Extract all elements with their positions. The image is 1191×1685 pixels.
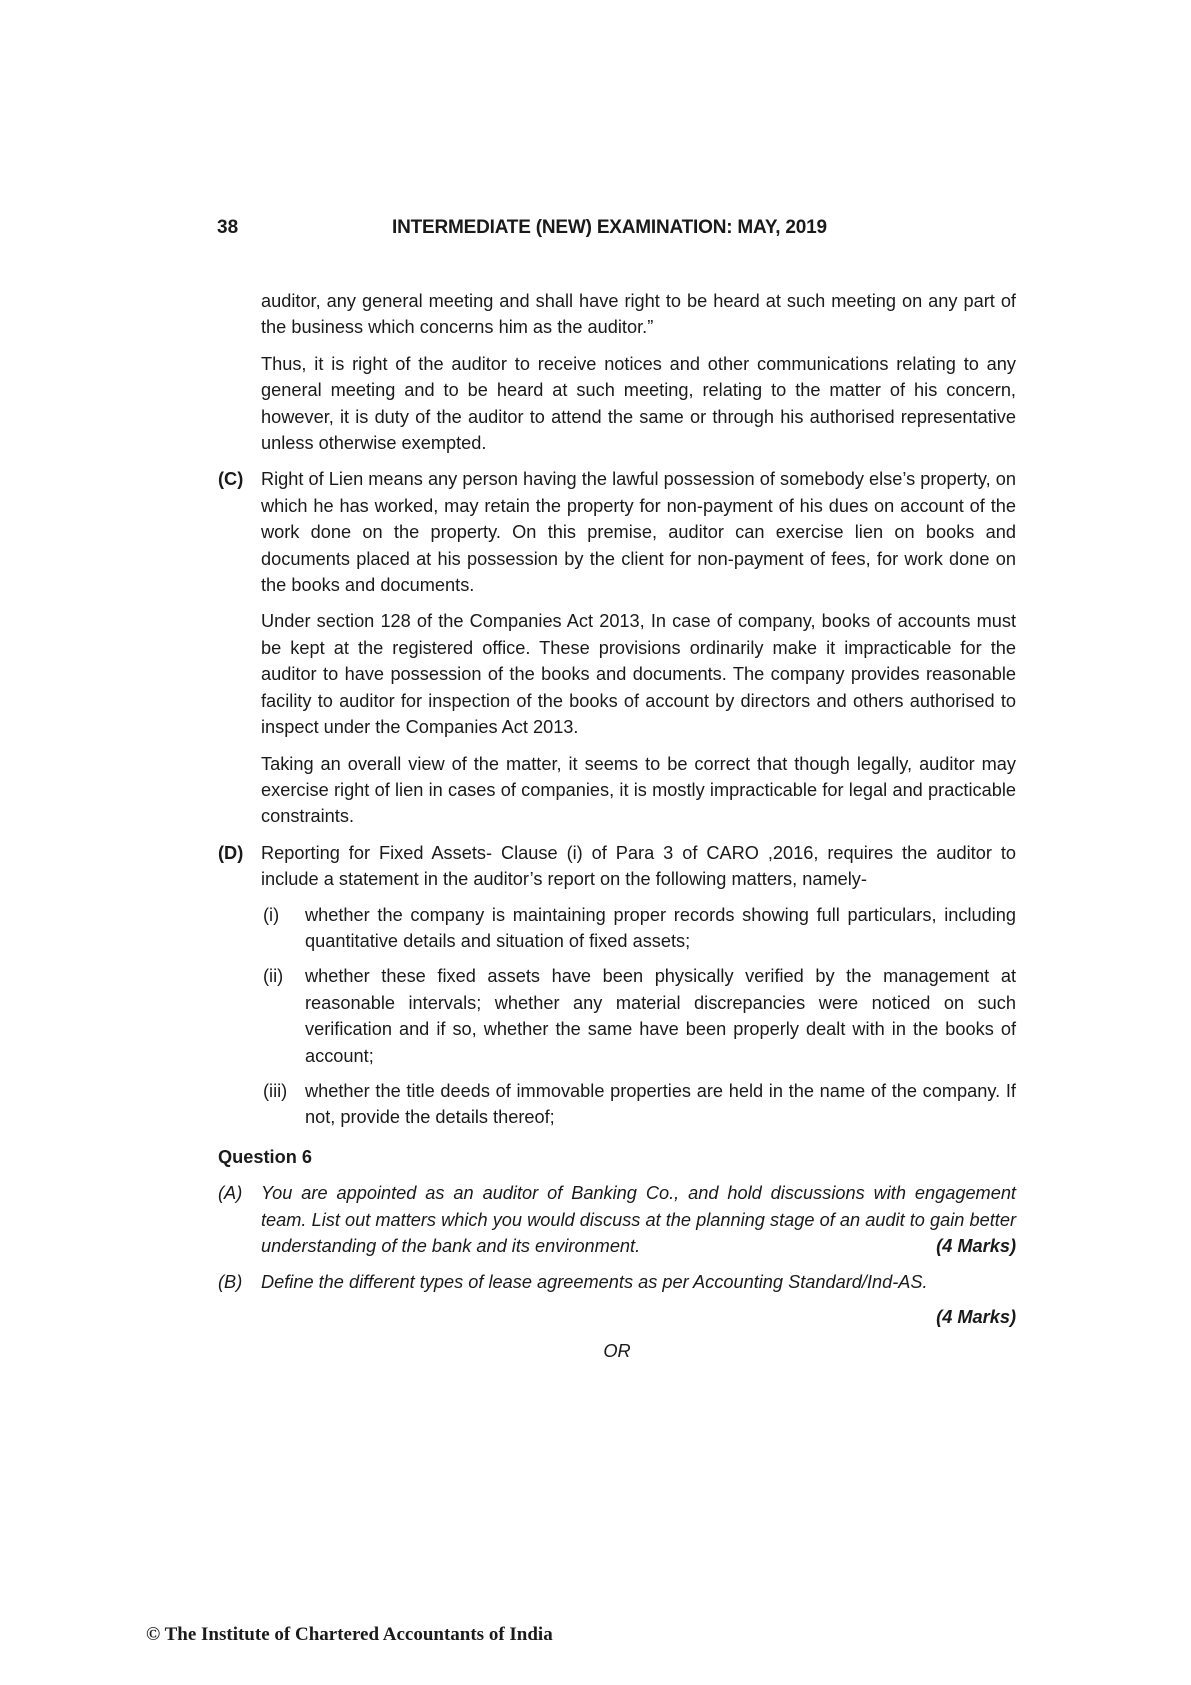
- section-d-intro: Reporting for Fixed Assets- Clause (i) of Para 3 of CARO ,2016, requires the auditor to include a statement in the auditor’s report on the following matters, namely-: [261, 842, 1016, 890]
- or-separator: OR: [603, 1341, 631, 1362]
- section-d-item-i: [218, 902, 1016, 955]
- paragraph-continued: auditor, any general meeting and shall have right to be heard at such meeting on any part of the business which concerns him as the auditor.”: [261, 291, 1016, 338]
- question-6a-label: (A): [218, 1183, 243, 1204]
- question-6a-marks: (4 Marks): [936, 1236, 1016, 1256]
- page-header-title: INTERMEDIATE (NEW) EXAMINATION: MAY, 2019: [392, 217, 827, 238]
- document-body: [218, 288, 1016, 1365]
- copyright-footer: © The Institute of Chartered Accountants of India: [146, 1624, 553, 1645]
- question-6a: [218, 1180, 1016, 1259]
- question-6a-text: [261, 1180, 1016, 1259]
- question-6a-body: You are appointed as an auditor of Banking Co., and hold discussions with engagement team. List out matters which you would discuss at the planning stage of an audit to gain better understanding of the bank and its environment.: [261, 1183, 1016, 1256]
- section-c-label: (C): [218, 469, 244, 490]
- section-d-item-ii: [218, 963, 1016, 1069]
- section-d-label: (D): [218, 842, 244, 863]
- list-item-label: (ii): [263, 966, 284, 987]
- page-number: 38: [217, 217, 239, 238]
- section-c-paragraph-1: Right of Lien means any person having the lawful possession of somebody else’s property, on which he has worked, may retain the property for non-payment of his dues on account of the work done on the property. On this premise, auditor can exercise lien on books and documents placed at his possession by the client for non-payment of fees, for work done on the books and documents.: [261, 469, 1016, 596]
- list-item-text: whether the title deeds of immovable properties are held in the name of the company. If not, provide the details thereof;: [305, 1080, 1016, 1128]
- question-6b-text: Define the different types of lease agreements as per Accounting Standard/Ind-AS.: [261, 1272, 928, 1293]
- list-item-label: (i): [263, 904, 280, 925]
- list-item-label: (iii): [263, 1080, 288, 1101]
- question-6-heading: Question 6: [218, 1146, 312, 1167]
- section-c-paragraph-2: Under section 128 of the Companies Act 2013, In case of company, books of accounts must be kept at the registered office. These provisions ordinarily make it impracticable for the auditor to have possession of the books and documents. The company provides reasonable facility to auditor for inspection of the books of account by directors and others authorised to inspect under the Companies Act 2013.: [261, 611, 1016, 738]
- list-item-text: whether these fixed assets have been physically verified by the management at reasonable intervals; whether any material discrepancies were noticed on such verification and if so, whether the same have been properly dealt with in the books of account;: [305, 966, 1016, 1066]
- question-6b-marks: (4 Marks): [936, 1306, 1016, 1327]
- paragraph-thus: Thus, it is right of the auditor to receive notices and other communications relating to any general meeting and to be heard at such meeting, relating to the matter of his concern, however, it is duty of the auditor to attend the same or through his authorised representative unless otherwise exempted.: [261, 353, 1016, 454]
- section-d-item-iii: [218, 1078, 1016, 1131]
- list-item-text: whether the company is maintaining proper records showing full particulars, including quantitative details and situation of fixed assets;: [305, 904, 1016, 951]
- section-c-paragraph-3: Taking an overall view of the matter, it seems to be correct that though legally, auditor may exercise right of lien in cases of companies, it is mostly impracticable for legal and practicable constraints.: [261, 753, 1016, 827]
- section-c: [218, 466, 1016, 598]
- question-6b: [218, 1269, 1016, 1295]
- section-d: [218, 840, 1016, 893]
- question-6b-label: (B): [218, 1272, 243, 1293]
